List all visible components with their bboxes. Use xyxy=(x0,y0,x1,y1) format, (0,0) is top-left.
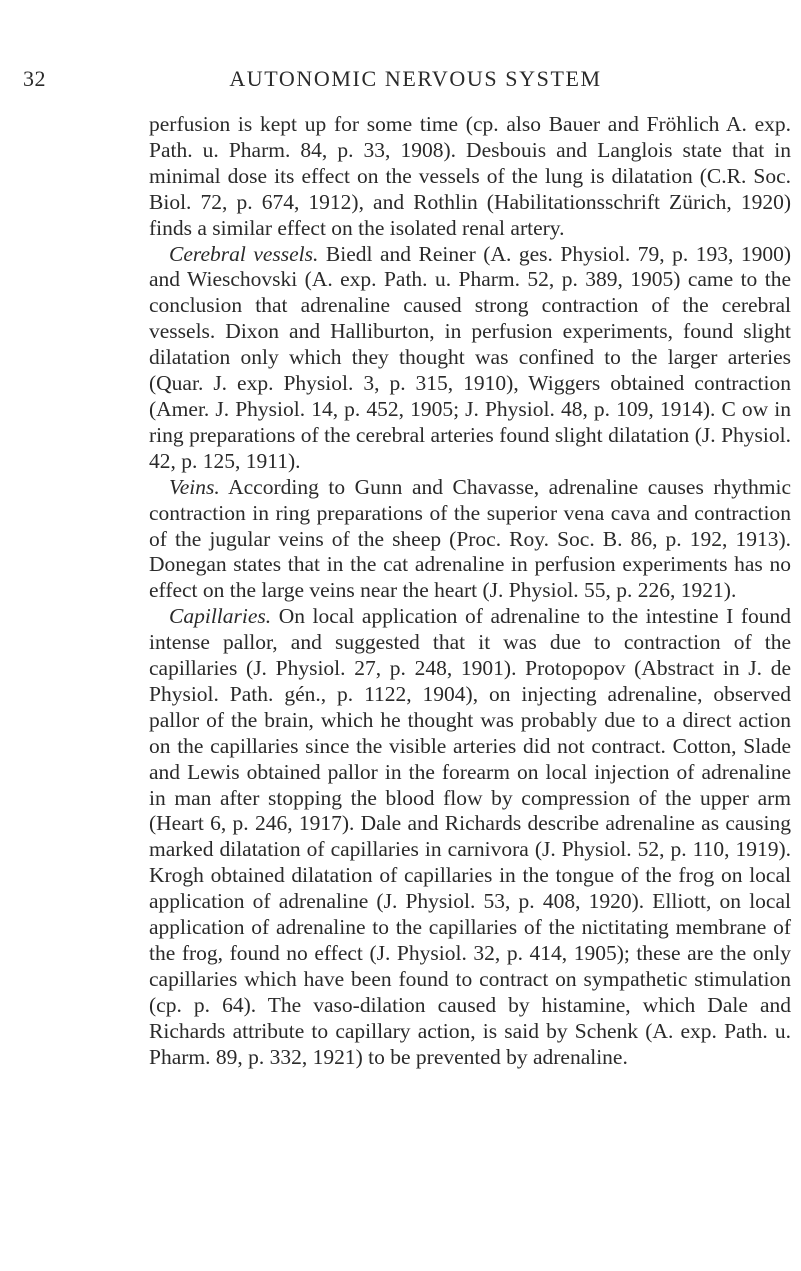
paragraph-continuation xyxy=(149,112,791,242)
paragraph-text: Biedl and Reiner (A. ges. Physiol. 79, p. 193, 1900) and Wieschovski (A. exp. Path. u. Pharm. 52, p. 389, 1905) came to the conclusion that adrenaline caused strong contraction of the cerebral vessels. Dixon and Halliburton, in perfusion experiments, found slight dilatation only which they thought was confined to the larger arteries (Quar. J. exp. Physiol. 3, p. 315, 1910), Wiggers obtained contraction (Amer. J. Physiol. 14, p. 452, 1905; J. Physiol. 48, p. 109, 1914). C ow in ring preparations of the cerebral arteries found slight dilatation (J. Physiol. 42, p. 125, 1911). xyxy=(149,241,791,473)
section-heading-cerebral-vessels: Cerebral vessels. xyxy=(169,241,319,266)
paragraph-text: On local application of adrenaline to the intestine I found intense pallor, and suggested that it was due to contraction of the capillaries (J. Physiol. 27, p. 248, 1901). Protopopov (Abstract in J. de Physiol. Path. gén., p. 1122, 1904), on injecting adrenaline, observed pallor of the brain, which he thought was probably due to a direct action on the capillaries since the visible arteries did not contract. Cotton, Slade and Lewis obtained pallor in the forearm on local injection of adrenaline in man after stopping the blood flow by compression of the upper arm (Heart 6, p. 246, 1917). Dale and Richards describe adrenaline as causing marked dilatation of capillaries in carnivora (J. Physiol. 52, p. 110, 1919). Krogh obtained dilatation of capillaries in the tongue of the frog on local application of adrenaline (J. Physiol. 53, p. 408, 1920). Elliott, on local application of adrenaline to the capillaries of the nictitating membrane of the frog, found no effect (J. Physiol. 32, p. 414, 1905); these are the only capillaries which have been found to contract on sympathetic stimulation (cp. p. 64). The vaso-dilation caused by histamine, which Dale and Richards attribute to capillary action, is said by Schenk (A. exp. Path. u. Pharm. 89, p. 332, 1921) to be prevented by adrenaline. xyxy=(149,604,791,1069)
section-heading-veins: Veins. xyxy=(169,474,220,499)
paragraph-veins xyxy=(149,475,791,605)
page-number: 32 xyxy=(23,66,46,91)
paragraph-text: According to Gunn and Chavasse, adrenaline causes rhythmic contraction in ring preparations of the superior vena cava and contraction of the jugular veins of the sheep (Proc. Roy. Soc. B. 86, p. 192, 1913). Donegan states that in the cat adrenaline in perfusion experiments has no effect on the large veins near the heart (J. Physiol. 55, p. 226, 1921). xyxy=(149,474,791,603)
body-text xyxy=(149,112,791,1071)
running-head: AUTONOMIC NERVOUS SYSTEM xyxy=(229,66,602,91)
paragraph-text: perfusion is kept up for some time (cp. also Bauer and Fröhlich A. exp. Path. u. Pharm. 84, p. 33, 1908). Desbouis and Langlois state that in minimal dose its effect on the vessels of the lung is dilatation (C.R. Soc. Biol. 72, p. 674, 1912), and Rothlin (Habilitationsschrift Zürich, 1920) finds a similar effect on the isolated renal artery. xyxy=(149,112,791,240)
paragraph-cerebral-vessels xyxy=(149,242,791,475)
paragraph-capillaries xyxy=(149,604,791,1070)
section-heading-capillaries: Capillaries. xyxy=(169,604,272,629)
